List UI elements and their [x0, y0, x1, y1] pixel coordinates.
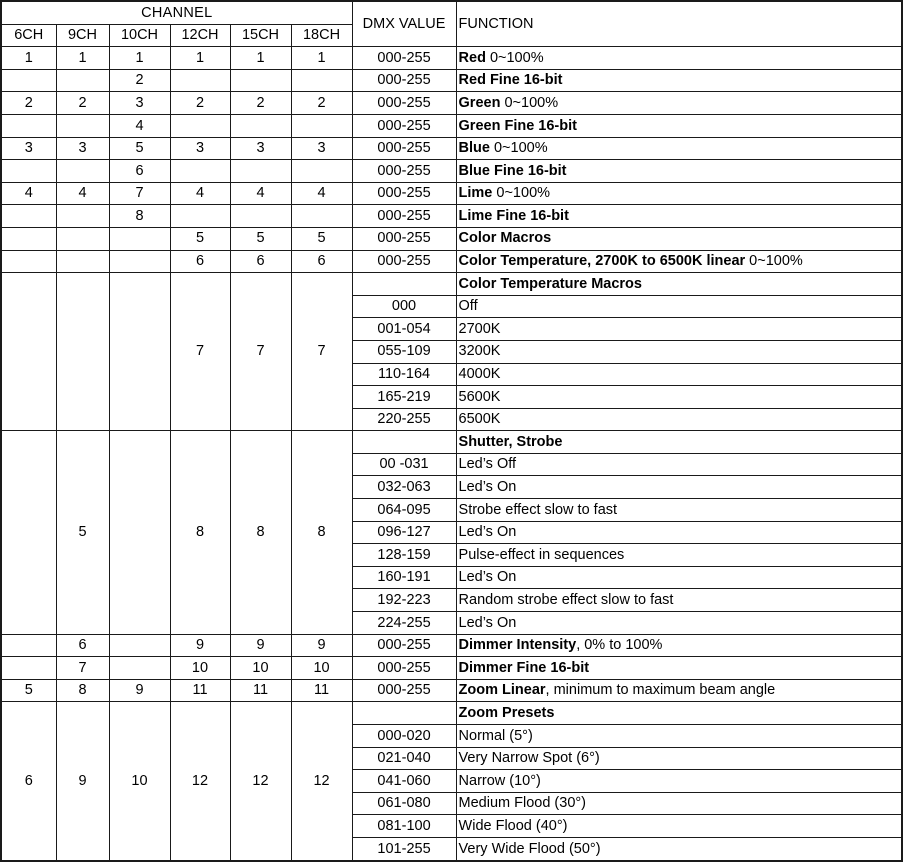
cell-ch12-merged: 12: [170, 702, 230, 861]
cell-ch6: 4: [1, 182, 56, 205]
cell-ch12: [170, 160, 230, 183]
cell-function: 6500K: [456, 408, 902, 431]
function-label: Color Macros: [458, 230, 552, 247]
cell-dmx-value: 061-080: [352, 792, 456, 815]
cell-function: Led’s On: [456, 521, 902, 544]
cell-ch15: 9: [230, 634, 291, 657]
table-row: [1, 114, 902, 137]
cell-ch12: 4: [170, 182, 230, 205]
cell-ch6: [1, 205, 56, 228]
cell-dmx-value: [352, 273, 456, 296]
table-row: [1, 634, 902, 657]
cell-ch18: 2: [291, 92, 352, 115]
cell-function: Medium Flood (30°): [456, 792, 902, 815]
cell-ch9-merged: 9: [56, 702, 109, 861]
cell-function-section-title: Zoom Presets: [456, 702, 902, 725]
cell-function: Led’s On: [456, 612, 902, 635]
cell-ch10-merged: [109, 431, 170, 634]
cell-ch15: 6: [230, 250, 291, 273]
cell-function: Narrow (10°): [456, 770, 902, 793]
cell-dmx-value: 165-219: [352, 386, 456, 409]
cell-ch12: 11: [170, 679, 230, 702]
cell-ch9: [56, 114, 109, 137]
table-row-zoom-presets-header: [1, 702, 902, 725]
table-row: [1, 47, 902, 70]
cell-ch15: 4: [230, 182, 291, 205]
cell-ch9: [56, 227, 109, 250]
cell-ch15-merged: 8: [230, 431, 291, 634]
cell-ch9: [56, 250, 109, 273]
cell-ch9: 1: [56, 47, 109, 70]
cell-ch18-merged: 7: [291, 273, 352, 431]
table-row: [1, 92, 902, 115]
cell-function: [456, 679, 902, 702]
cell-ch15: 11: [230, 679, 291, 702]
function-detail: 0~100%: [489, 140, 548, 157]
function-label: Zoom Linear: [458, 682, 546, 699]
cell-dmx-value: 000-255: [352, 250, 456, 273]
cell-function: [456, 634, 902, 657]
cell-ch15: 2: [230, 92, 291, 115]
cell-dmx-value: 055-109: [352, 340, 456, 363]
cell-ch18-merged: 8: [291, 431, 352, 634]
cell-dmx-value: [352, 702, 456, 725]
function-detail: 0~100%: [492, 185, 551, 202]
cell-dmx-value: 160-191: [352, 566, 456, 589]
cell-function: Very Wide Flood (50°): [456, 837, 902, 860]
cell-ch9-merged: [56, 273, 109, 431]
cell-dmx-value: 081-100: [352, 815, 456, 838]
function-label: Color Temperature, 2700K to 6500K linear: [458, 253, 746, 270]
cell-function: [456, 137, 902, 160]
cell-function: [456, 657, 902, 680]
header-channel-18ch: 18CH: [291, 24, 352, 47]
cell-function: Led’s Off: [456, 453, 902, 476]
cell-ch18: 6: [291, 250, 352, 273]
cell-ch6: 3: [1, 137, 56, 160]
cell-dmx-value: 220-255: [352, 408, 456, 431]
header-channel-15ch: 15CH: [230, 24, 291, 47]
cell-ch10: 2: [109, 69, 170, 92]
cell-dmx-value: 000-255: [352, 657, 456, 680]
cell-function: Led’s On: [456, 566, 902, 589]
table-row-color-temp-macros-header: [1, 273, 902, 296]
cell-function: [456, 250, 902, 273]
table-row-shutter-strobe-header: [1, 431, 902, 454]
function-detail: 0~100%: [485, 49, 544, 66]
cell-ch6: 2: [1, 92, 56, 115]
cell-dmx-value: 064-095: [352, 499, 456, 522]
cell-function: Pulse-effect in sequences: [456, 544, 902, 567]
cell-ch12: 1: [170, 47, 230, 70]
cell-ch6: [1, 657, 56, 680]
cell-function: Normal (5°): [456, 725, 902, 748]
cell-ch6-merged: [1, 431, 56, 634]
cell-ch18: 10: [291, 657, 352, 680]
cell-ch15: [230, 69, 291, 92]
cell-ch10: 9: [109, 679, 170, 702]
cell-dmx-value: 192-223: [352, 589, 456, 612]
cell-ch6-merged: 6: [1, 702, 56, 861]
table-row: [1, 227, 902, 250]
cell-ch18: [291, 205, 352, 228]
cell-ch10: 5: [109, 137, 170, 160]
cell-dmx-value: 041-060: [352, 770, 456, 793]
cell-dmx-value: 000-255: [352, 227, 456, 250]
function-label: Red Fine 16-bit: [458, 72, 563, 89]
cell-function-section-title: Shutter, Strobe: [456, 431, 902, 454]
cell-ch10: 7: [109, 182, 170, 205]
cell-ch9: [56, 205, 109, 228]
function-label: Blue: [458, 140, 490, 157]
cell-dmx-value: 000-255: [352, 47, 456, 70]
cell-ch15: 10: [230, 657, 291, 680]
cell-function: 2700K: [456, 318, 902, 341]
cell-ch18: 9: [291, 634, 352, 657]
cell-ch6: [1, 114, 56, 137]
cell-ch9: 3: [56, 137, 109, 160]
cell-ch12: [170, 114, 230, 137]
function-label: Red: [458, 49, 486, 66]
cell-dmx-value: 096-127: [352, 521, 456, 544]
header-channel-group: CHANNEL: [1, 1, 352, 24]
cell-dmx-value: 000-255: [352, 205, 456, 228]
cell-ch12: 6: [170, 250, 230, 273]
header-channel-10ch: 10CH: [109, 24, 170, 47]
cell-ch6: [1, 250, 56, 273]
cell-dmx-value: 001-054: [352, 318, 456, 341]
cell-ch9: [56, 160, 109, 183]
cell-ch18-merged: 12: [291, 702, 352, 861]
cell-ch9: 8: [56, 679, 109, 702]
cell-function: Strobe effect slow to fast: [456, 499, 902, 522]
cell-ch18: [291, 69, 352, 92]
cell-ch12: 9: [170, 634, 230, 657]
table-row: [1, 657, 902, 680]
function-label: Green Fine 16-bit: [458, 117, 577, 134]
cell-ch15: 5: [230, 227, 291, 250]
cell-ch9-merged: 5: [56, 431, 109, 634]
cell-ch10: [109, 657, 170, 680]
function-label: Lime: [458, 185, 493, 202]
function-label: Lime Fine 16-bit: [458, 207, 569, 224]
table-row: [1, 137, 902, 160]
cell-ch10: [109, 227, 170, 250]
cell-ch9: 6: [56, 634, 109, 657]
cell-function: [456, 227, 902, 250]
cell-dmx-value: 032-063: [352, 476, 456, 499]
cell-function: [456, 69, 902, 92]
cell-function: [456, 205, 902, 228]
cell-ch9: 7: [56, 657, 109, 680]
cell-ch10: 8: [109, 205, 170, 228]
function-detail: 0~100%: [500, 94, 559, 111]
cell-ch10-merged: 10: [109, 702, 170, 861]
cell-ch9: 4: [56, 182, 109, 205]
cell-ch6: [1, 69, 56, 92]
cell-ch6: [1, 634, 56, 657]
cell-ch6-merged: [1, 273, 56, 431]
cell-ch15: [230, 114, 291, 137]
header-function: FUNCTION: [456, 1, 902, 47]
cell-ch6: [1, 160, 56, 183]
cell-ch15: [230, 160, 291, 183]
cell-ch6: [1, 227, 56, 250]
cell-ch15-merged: 12: [230, 702, 291, 861]
table-row: [1, 160, 902, 183]
cell-function: Off: [456, 295, 902, 318]
header-channel-12ch: 12CH: [170, 24, 230, 47]
cell-function: 5600K: [456, 386, 902, 409]
cell-ch10: [109, 634, 170, 657]
cell-function: [456, 114, 902, 137]
function-detail: 0~100%: [745, 253, 803, 270]
cell-function: Random strobe effect slow to fast: [456, 589, 902, 612]
cell-dmx-value: 000-020: [352, 725, 456, 748]
cell-function: [456, 160, 902, 183]
cell-dmx-value: 000-255: [352, 679, 456, 702]
header-channel-6ch: 6CH: [1, 24, 56, 47]
function-detail: , 0% to 100%: [576, 637, 663, 654]
cell-dmx-value: 000-255: [352, 137, 456, 160]
cell-dmx-value: 000-255: [352, 160, 456, 183]
table-row: [1, 250, 902, 273]
cell-ch18: 5: [291, 227, 352, 250]
cell-ch18: 11: [291, 679, 352, 702]
table-row: [1, 679, 902, 702]
cell-ch18: [291, 160, 352, 183]
cell-dmx-value: 000: [352, 295, 456, 318]
cell-ch18: 4: [291, 182, 352, 205]
cell-ch10: 1: [109, 47, 170, 70]
cell-dmx-value: 000-255: [352, 92, 456, 115]
function-label: Dimmer Intensity: [458, 637, 577, 654]
table-row: [1, 69, 902, 92]
cell-dmx-value: 000-255: [352, 634, 456, 657]
cell-ch12: 2: [170, 92, 230, 115]
cell-ch12: [170, 205, 230, 228]
cell-ch10: 4: [109, 114, 170, 137]
cell-ch15: [230, 205, 291, 228]
cell-dmx-value: 128-159: [352, 544, 456, 567]
table-row: [1, 205, 902, 228]
cell-ch18: 3: [291, 137, 352, 160]
cell-ch10: 3: [109, 92, 170, 115]
cell-ch12-merged: 7: [170, 273, 230, 431]
cell-dmx-value: 00 -031: [352, 453, 456, 476]
cell-function: 4000K: [456, 363, 902, 386]
header-channel-9ch: 9CH: [56, 24, 109, 47]
cell-dmx-value: 110-164: [352, 363, 456, 386]
cell-function: Very Narrow Spot (6°): [456, 747, 902, 770]
cell-dmx-value: 000-255: [352, 182, 456, 205]
cell-ch9: [56, 69, 109, 92]
function-label: Blue Fine 16-bit: [458, 162, 567, 179]
cell-dmx-value: 021-040: [352, 747, 456, 770]
cell-ch15: 3: [230, 137, 291, 160]
cell-ch6: 1: [1, 47, 56, 70]
table-header-row-1: [1, 1, 902, 24]
cell-ch18: [291, 114, 352, 137]
cell-dmx-value: [352, 431, 456, 454]
cell-ch12: [170, 69, 230, 92]
cell-function: Wide Flood (40°): [456, 815, 902, 838]
table-row: [1, 182, 902, 205]
function-label: Green: [458, 94, 501, 111]
cell-dmx-value: 224-255: [352, 612, 456, 635]
cell-ch10-merged: [109, 273, 170, 431]
cell-dmx-value: 000-255: [352, 69, 456, 92]
header-dmx-value: DMX VALUE: [352, 1, 456, 47]
cell-ch15-merged: 7: [230, 273, 291, 431]
cell-ch12-merged: 8: [170, 431, 230, 634]
cell-ch18: 1: [291, 47, 352, 70]
cell-dmx-value: 101-255: [352, 837, 456, 860]
cell-ch6: 5: [1, 679, 56, 702]
cell-ch10: [109, 250, 170, 273]
cell-ch15: 1: [230, 47, 291, 70]
cell-function-section-title: Color Temperature Macros: [456, 273, 902, 296]
cell-function: Led’s On: [456, 476, 902, 499]
cell-ch12: 3: [170, 137, 230, 160]
cell-function: 3200K: [456, 340, 902, 363]
cell-function: [456, 182, 902, 205]
cell-dmx-value: 000-255: [352, 114, 456, 137]
cell-function: [456, 47, 902, 70]
cell-ch10: 6: [109, 160, 170, 183]
cell-ch12: 10: [170, 657, 230, 680]
cell-ch9: 2: [56, 92, 109, 115]
cell-function: [456, 92, 902, 115]
function-detail: , minimum to maximum beam angle: [545, 682, 776, 699]
function-label: Dimmer Fine 16-bit: [458, 659, 590, 676]
cell-ch12: 5: [170, 227, 230, 250]
